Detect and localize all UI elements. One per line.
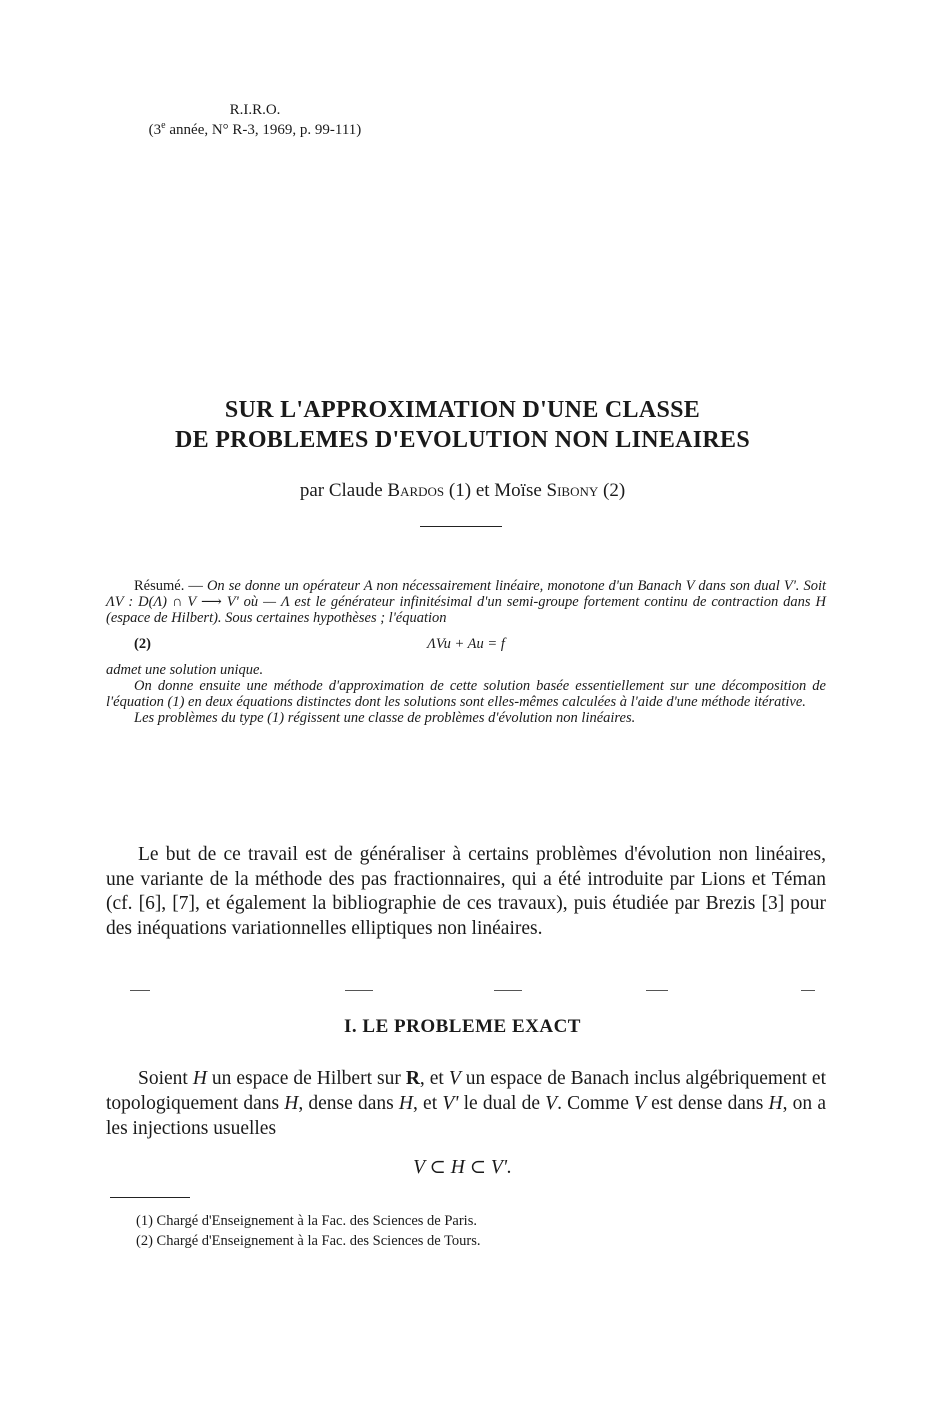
journal-header [105,100,405,140]
divider-dash [801,990,815,991]
abstract [106,578,826,726]
abstract-para-3: On donne ensuite une méthode d'approximation de cette solution basée essentiellement sur une décomposition de l'équation (1) en deux équations distinctes dont les solutions sont elles-mêmes calculées à l'aide d'une méthode itérative. [106,678,826,710]
footnotes [136,1211,836,1251]
divider-dash [646,990,668,991]
author-conjunction: et Moïse [475,480,542,501]
inclusion-formula: V ⊂ H ⊂ V'. [413,1157,512,1178]
journal-issue [105,120,405,140]
title-separator-rule [420,526,502,527]
intro-section [106,843,826,941]
footnote-ref-1: (1) [448,480,472,501]
author-line [60,480,865,502]
abstract-equation [106,630,826,660]
section-divider [0,990,930,994]
article-title [60,395,865,455]
abstract-para-1 [106,578,826,626]
abstract-para-2: admet une solution unique. [106,662,264,678]
issue-superscript: e [161,120,166,131]
intro-paragraph: Le but de ce travail est de généraliser à certains problèmes d'évolution non linéaires, une variante de la méthode des pas fractionnaires, qui a été introduite par Lions et Téman (cf. [6], [7], et également la bibliographie de ces travaux), puis étudiée par Brezis [3] pour des inéquations variationnelles elliptiques non linéaires. [106,844,826,939]
footnote-ref-2: (2) [603,480,626,501]
issue-open: (3 [148,122,162,138]
footnote-2: (2) Chargé d'Enseignement à la Fac. des Sciences de Tours. [136,1233,481,1249]
footnote-rule [110,1197,190,1198]
author-bardos: Bardos [387,480,445,501]
abstract-text-1: On se donne un opérateur A non nécessairement linéaire, monotone d'un Banach V dans son dual V'. Soit ΛV : D(Λ) ∩ V ⟶ V' où — Λ est le générateur infinitésimal d'un semi-groupe fortement continu de contraction dans H (espace de Hilbert). Sous certaines hypothèses ; l'équation [106,578,827,626]
equation-number: (2) [134,636,151,652]
issue-details: année, N° R-3, 1969, p. 99-111) [165,122,362,138]
footnote-1: (1) Chargé d'Enseignement à la Fac. des Sciences de Paris. [136,1213,477,1229]
author-prefix: par Claude [299,480,383,501]
divider-dash [345,990,373,991]
section-paragraph: Soient H un espace de Hilbert sur R, et V un espace de Banach inclus algébriquement et topologiquement dans H, dense dans H, et V' le dual de V. Comme V est dense dans H, on a les injections usuelles [106,1068,826,1139]
title-line-2: DE PROBLEMES D'EVOLUTION NON LINEAIRES [174,427,751,453]
title-line-1: SUR L'APPROXIMATION D'UNE CLASSE [224,397,701,423]
abstract-lead: Résumé. — [134,578,203,594]
divider-dash [494,990,522,991]
section-heading: I. LE PROBLEME EXACT [344,1016,581,1037]
author-sibony: Sibony [546,480,599,501]
abstract-para-4: Les problèmes du type (1) régissent une classe de problèmes d'évolution non linéaires. [134,710,636,726]
section-body [106,1066,826,1141]
journal-name: R.I.R.O. [229,102,281,118]
divider-dash [130,990,150,991]
equation-expression: ΛVu + Au = f [427,636,505,652]
